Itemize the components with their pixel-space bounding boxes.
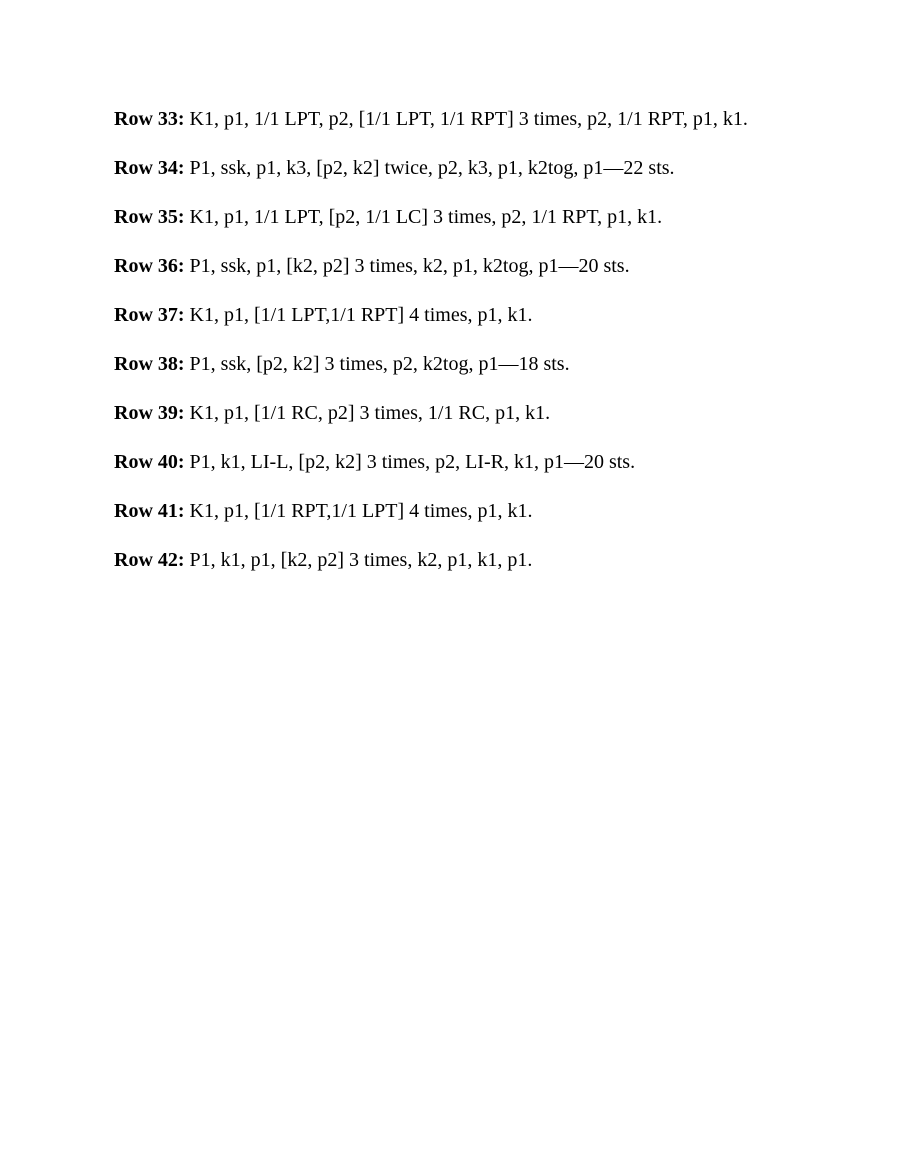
- row-text: K1, p1, [1/1 RC, p2] 3 times, 1/1 RC, p1, k1.: [189, 402, 551, 424]
- row-text: K1, p1, [1/1 RPT,1/1 LPT] 4 times, p1, k1.: [189, 500, 533, 522]
- row-label: Row 38:: [114, 353, 185, 375]
- row-label: Row 35:: [114, 206, 185, 228]
- row-34: [114, 155, 786, 182]
- row-label: Row 37:: [114, 304, 185, 326]
- row-text: K1, p1, 1/1 LPT, p2, [1/1 LPT, 1/1 RPT] 3 times, p2, 1/1 RPT, p1, k1.: [189, 108, 748, 130]
- pattern-instructions: [114, 106, 786, 596]
- row-33: [114, 106, 786, 133]
- row-label: Row 39:: [114, 402, 185, 424]
- row-41: [114, 498, 786, 525]
- row-label: Row 41:: [114, 500, 185, 522]
- row-42: [114, 547, 786, 574]
- row-text: K1, p1, 1/1 LPT, [p2, 1/1 LC] 3 times, p2, 1/1 RPT, p1, k1.: [189, 206, 663, 228]
- row-36: [114, 253, 786, 280]
- row-label: Row 42:: [114, 549, 185, 571]
- row-35: [114, 204, 786, 231]
- row-text: P1, k1, LI-L, [p2, k2] 3 times, p2, LI-R, k1, p1—20 sts.: [189, 451, 636, 473]
- row-37: [114, 302, 786, 329]
- row-text: P1, ssk, [p2, k2] 3 times, p2, k2tog, p1—18 sts.: [189, 353, 570, 375]
- row-label: Row 34:: [114, 157, 185, 179]
- row-label: Row 40:: [114, 451, 185, 473]
- row-39: [114, 400, 786, 427]
- row-text: P1, k1, p1, [k2, p2] 3 times, k2, p1, k1, p1.: [189, 549, 533, 571]
- row-text: P1, ssk, p1, [k2, p2] 3 times, k2, p1, k2tog, p1—20 sts.: [189, 255, 630, 277]
- row-label: Row 36:: [114, 255, 185, 277]
- row-38: [114, 351, 786, 378]
- row-text: P1, ssk, p1, k3, [p2, k2] twice, p2, k3, p1, k2tog, p1—22 sts.: [189, 157, 675, 179]
- row-40: [114, 449, 786, 476]
- row-text: K1, p1, [1/1 LPT,1/1 RPT] 4 times, p1, k1.: [189, 304, 533, 326]
- row-label: Row 33:: [114, 108, 185, 130]
